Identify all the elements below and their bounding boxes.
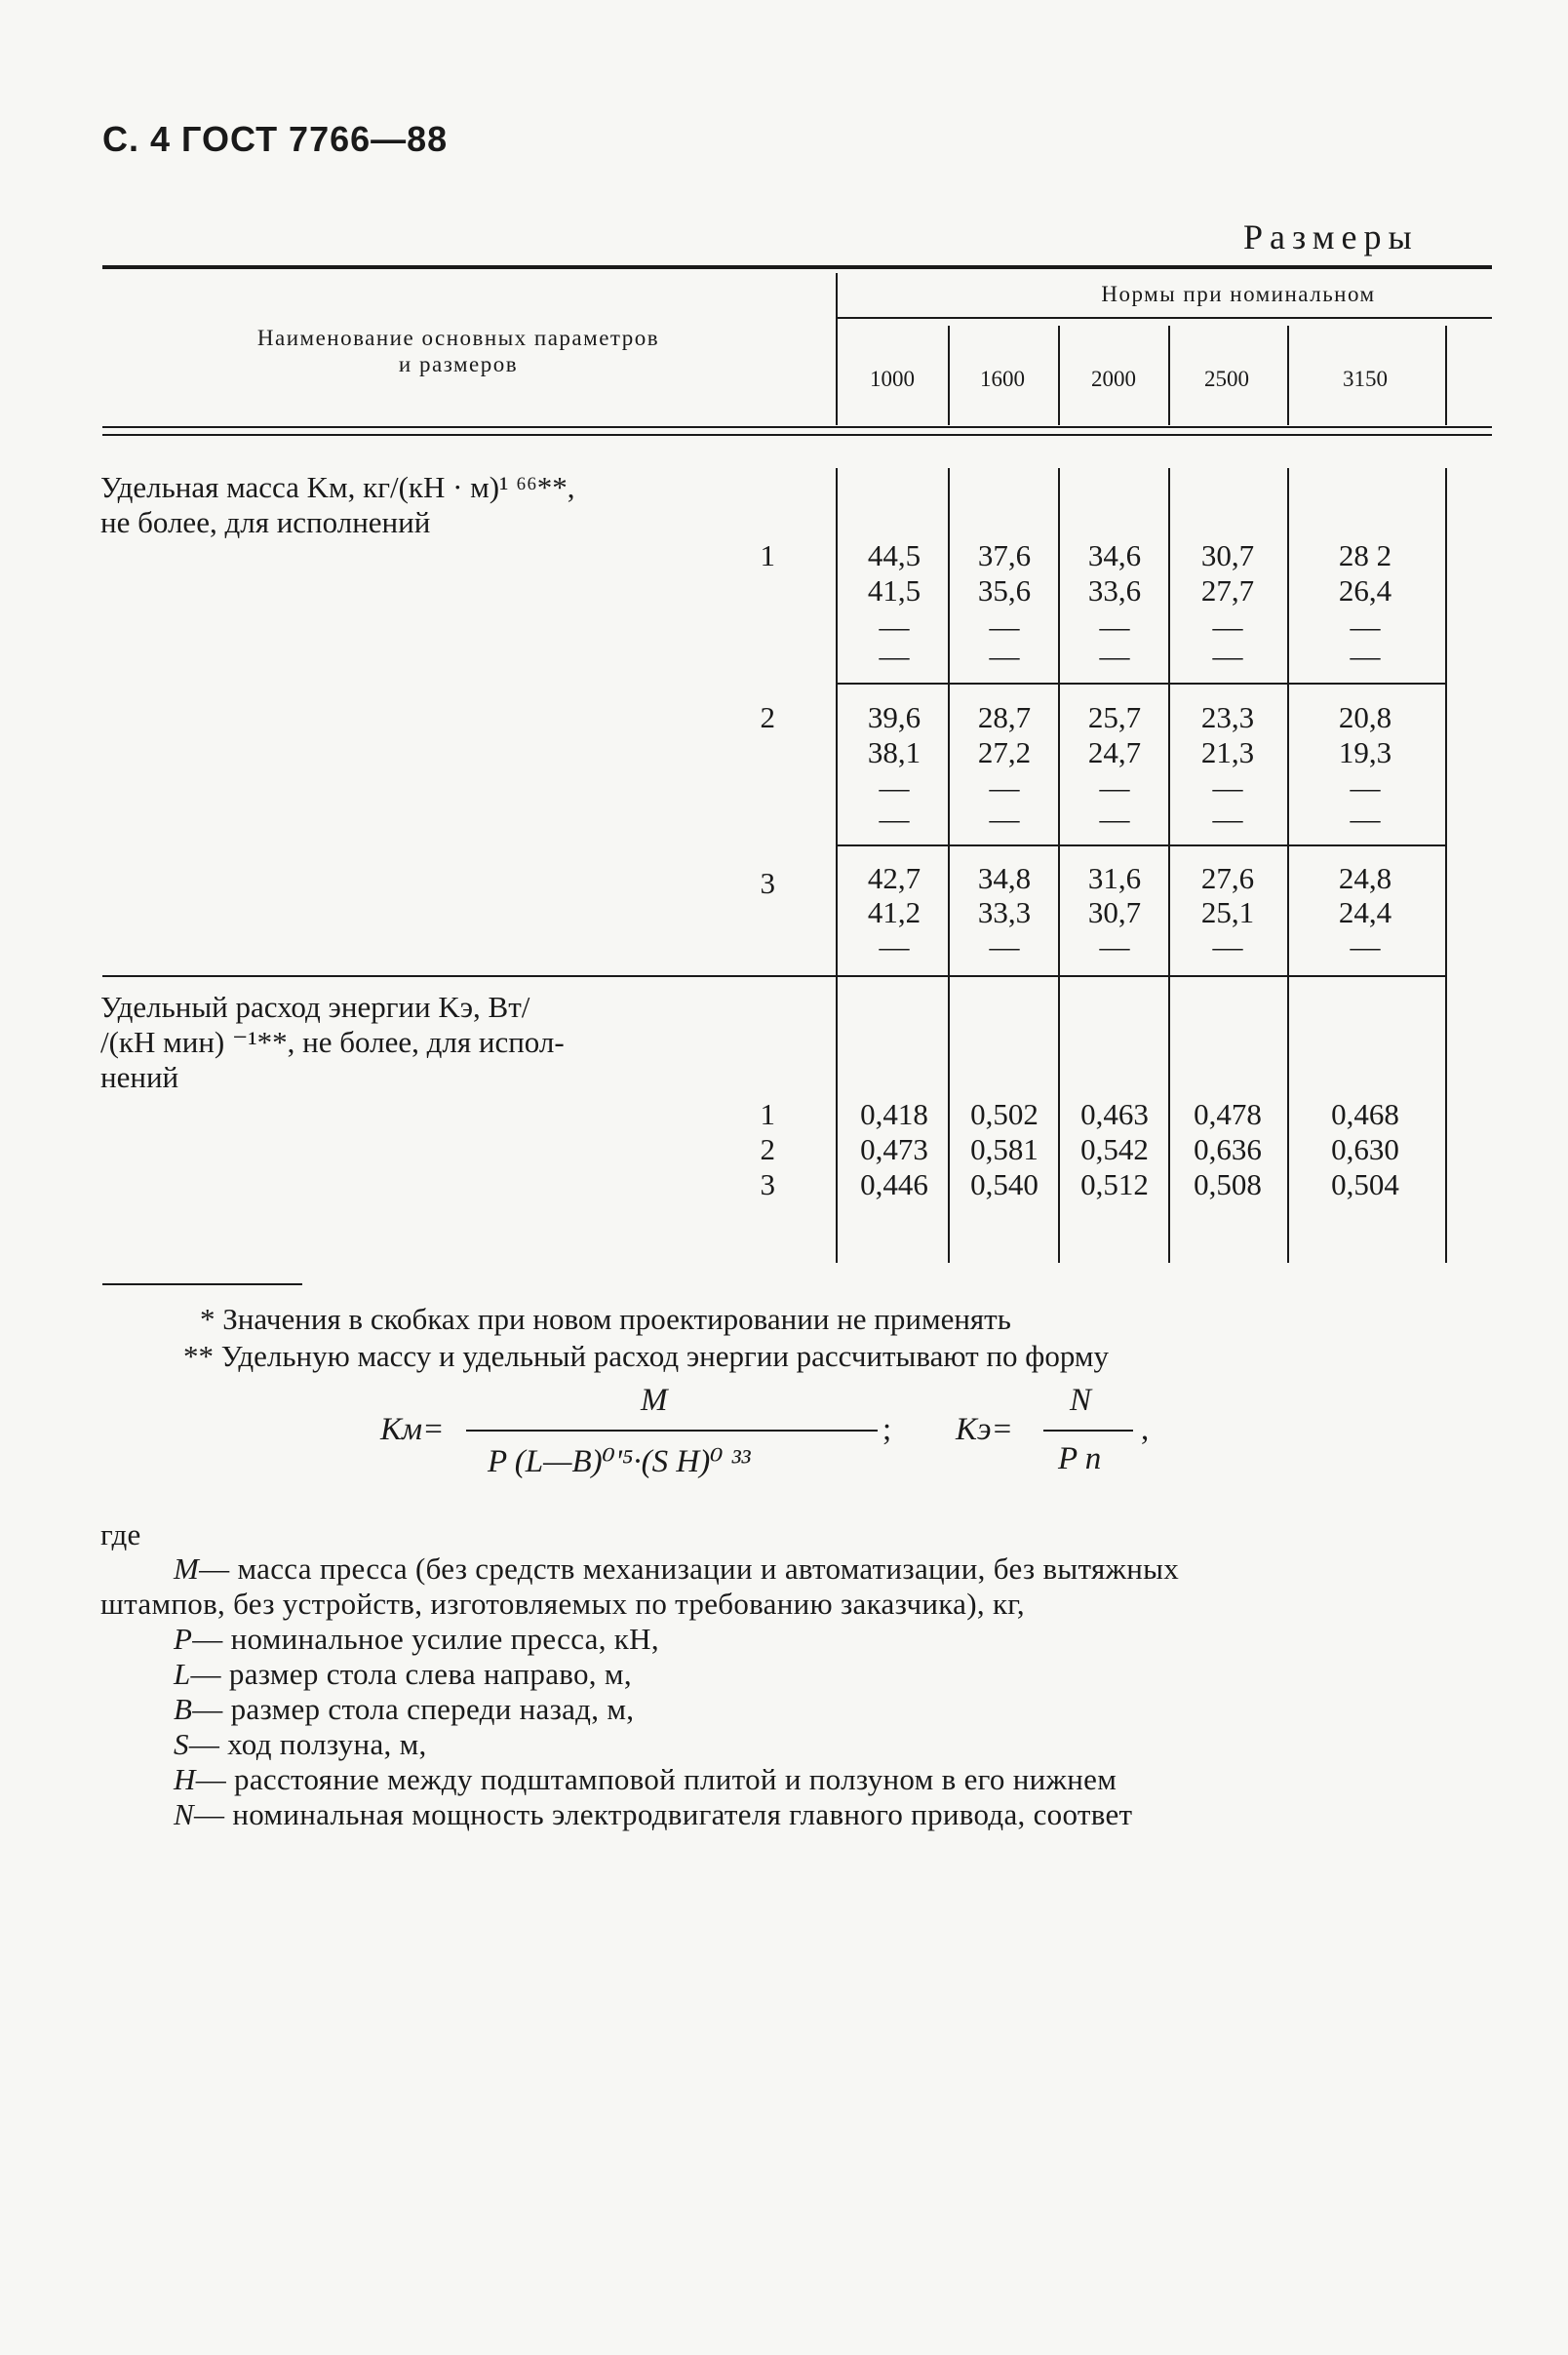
col-separator (836, 468, 838, 1263)
header-bottom-rule-2 (102, 434, 1492, 436)
dash-cell: — (1099, 770, 1130, 805)
group-label: 1 (760, 538, 775, 572)
table-cell: 0,463 (1080, 1097, 1149, 1131)
dash-cell: — (1099, 639, 1130, 673)
col-separator (1058, 326, 1060, 425)
table-cell: 21,3 (1200, 735, 1255, 769)
table-cell: 0,512 (1080, 1167, 1149, 1201)
col-separator (948, 326, 950, 425)
table-cell: 0,508 (1194, 1167, 1262, 1201)
col-separator (1168, 468, 1170, 1263)
dash-cell: — (1212, 639, 1243, 673)
col-separator (1445, 468, 1447, 1263)
table-cell: 38,1 (867, 735, 921, 769)
group-rule (837, 683, 1445, 685)
dash-cell: — (879, 770, 910, 805)
dash-cell: — (1212, 770, 1243, 805)
table-cell: 34,6 (1087, 538, 1142, 572)
table-cell: 0,630 (1331, 1132, 1399, 1166)
symbol: S (174, 1727, 189, 1761)
table-cell: 0,478 (1194, 1097, 1262, 1131)
definition-n: N— номинальная мощность электродвигателя главного привода, соответ (174, 1797, 1133, 1831)
column-header-1600: 1600 (980, 367, 1025, 391)
formula-km-denominator: P (L—B)⁰'⁵·(S H)⁰ ³³ (488, 1444, 751, 1479)
col-separator (1058, 468, 1060, 1263)
table-top-rule (102, 265, 1492, 269)
formula-km-lhs: Kм= (380, 1412, 445, 1447)
table-cell: 44,5 (867, 538, 921, 572)
row-label: 3 (760, 1167, 775, 1201)
dash-cell: — (879, 609, 910, 644)
table-cell: 19,3 (1338, 735, 1392, 769)
column-header-2500: 2500 (1204, 367, 1249, 391)
table-cell: 25,1 (1200, 895, 1255, 929)
symbol: B (174, 1692, 193, 1726)
col-separator (1445, 326, 1447, 425)
group-label: 2 (760, 700, 775, 734)
table-cell: 27,7 (1200, 573, 1255, 608)
table-cell: 0,542 (1080, 1132, 1149, 1166)
sizes-label: Размеры (1243, 217, 1419, 256)
dash-cell: — (879, 929, 910, 963)
symbol: H (174, 1762, 196, 1796)
definition-m: M— масса пресса (без средств механизации и автоматизации, без вытяжных (174, 1551, 1180, 1586)
table-cell: 0,540 (970, 1167, 1039, 1201)
footnote-2: ** Удельную массу и удельный расход энергии рассчитывают по форму (183, 1339, 1109, 1373)
norms-subheader-rule (837, 317, 1492, 319)
footnote-rule (102, 1283, 302, 1285)
dash-cell: — (989, 770, 1020, 805)
param-header: Наименование основных параметров и размеров (256, 326, 660, 376)
table-cell: 25,7 (1087, 700, 1142, 734)
table-cell: 30,7 (1200, 538, 1255, 572)
formula-km-numerator: M (641, 1383, 668, 1418)
table-cell: 27,2 (977, 735, 1032, 769)
definition-h: H— расстояние между подштамповой плитой и ползуном в его нижнем (174, 1762, 1117, 1796)
row-label: 1 (760, 1097, 775, 1131)
header-bottom-rule (102, 426, 1492, 428)
table-cell: 31,6 (1087, 861, 1142, 895)
dash-cell: — (879, 802, 910, 836)
column-header-2000: 2000 (1091, 367, 1136, 391)
symbol: N (174, 1797, 194, 1831)
dash-cell: — (1099, 802, 1130, 836)
table-cell: 24,8 (1338, 861, 1392, 895)
dash-cell: — (1212, 929, 1243, 963)
column-header-3150: 3150 (1343, 367, 1388, 391)
table-cell: 33,6 (1087, 573, 1142, 608)
definition-p: P— номинальное усилие пресса, кН, (174, 1622, 659, 1656)
table-cell: 20,8 (1338, 700, 1392, 734)
dash-cell: — (1350, 609, 1381, 644)
col-separator (948, 468, 950, 1263)
table-cell: 0,581 (970, 1132, 1039, 1166)
norms-header: Нормы при номинальном (1101, 282, 1376, 306)
dash-cell: — (989, 609, 1020, 644)
formula-end: , (1141, 1412, 1150, 1447)
table-cell: 0,418 (860, 1097, 928, 1131)
definition-b: B— размер стола спереди назад, м, (174, 1692, 635, 1726)
param-specific-mass: Удельная масса Kм, кг/(кН · м)¹ ⁶⁶**, не более, для исполнений (100, 470, 575, 539)
table-cell: 41,5 (867, 573, 921, 608)
dash-cell: — (1350, 929, 1381, 963)
table-cell: 24,7 (1087, 735, 1142, 769)
table-cell: 30,7 (1087, 895, 1142, 929)
definition-m-continued: штампов, без устройств, изготовляемых по требованию заказчика), кг, (100, 1587, 1025, 1621)
col-separator (1287, 326, 1289, 425)
table-cell: 24,4 (1338, 895, 1392, 929)
formula-ke-numerator: N (1070, 1383, 1092, 1418)
dash-cell: — (1099, 929, 1130, 963)
dash-cell: — (989, 802, 1020, 836)
page-header: С. 4 ГОСТ 7766—88 (102, 119, 449, 159)
table-cell: 33,3 (977, 895, 1032, 929)
dash-cell: — (989, 929, 1020, 963)
table-cell: 0,636 (1194, 1132, 1262, 1166)
table-cell: 42,7 (867, 861, 921, 895)
table-cell: 28 2 (1338, 538, 1392, 572)
dash-cell: — (1212, 802, 1243, 836)
formula-km-fraction-bar (466, 1430, 878, 1432)
dash-cell: — (1099, 609, 1130, 644)
group-rule (837, 844, 1445, 846)
table-cell: 0,504 (1331, 1167, 1399, 1201)
col-separator (1168, 326, 1170, 425)
dash-cell: — (1212, 609, 1243, 644)
param-specific-energy: Удельный расход энергии Kэ, Вт/ /(кН мин) ⁻¹**, не более, для испол- нений (100, 990, 565, 1094)
definition-s: S— ход ползуна, м, (174, 1727, 427, 1761)
table-cell: 37,6 (977, 538, 1032, 572)
dash-cell: — (1350, 639, 1381, 673)
table-cell: 28,7 (977, 700, 1032, 734)
col-separator (1287, 468, 1289, 1263)
symbol: M (174, 1551, 200, 1586)
dash-cell: — (989, 639, 1020, 673)
symbol: L (174, 1657, 191, 1691)
definition-l: L— размер стола слева направо, м, (174, 1657, 632, 1691)
where-label: где (100, 1517, 141, 1551)
formula-ke-lhs: Kэ= (956, 1412, 1013, 1447)
table-cell: 41,2 (867, 895, 921, 929)
table-cell: 0,468 (1331, 1097, 1399, 1131)
row-label: 2 (760, 1132, 775, 1166)
table-cell: 35,6 (977, 573, 1032, 608)
formula-separator: ; (882, 1412, 892, 1447)
table-cell: 23,3 (1200, 700, 1255, 734)
table-cell: 34,8 (977, 861, 1032, 895)
table-cell: 26,4 (1338, 573, 1392, 608)
table-cell: 0,473 (860, 1132, 928, 1166)
footnote-1: * Значения в скобках при новом проектировании не применять (200, 1302, 1011, 1336)
dash-cell: — (879, 639, 910, 673)
column-header-1000: 1000 (870, 367, 915, 391)
formula-ke-denominator: P n (1058, 1441, 1102, 1476)
dash-cell: — (1350, 770, 1381, 805)
section-rule (102, 975, 1445, 977)
col-separator (836, 273, 838, 425)
table-cell: 0,502 (970, 1097, 1039, 1131)
table-cell: 27,6 (1200, 861, 1255, 895)
symbol: P (174, 1622, 193, 1656)
formula-ke-fraction-bar (1043, 1430, 1133, 1432)
table-cell: 39,6 (867, 700, 921, 734)
table-cell: 0,446 (860, 1167, 928, 1201)
group-label: 3 (760, 866, 775, 900)
dash-cell: — (1350, 802, 1381, 836)
